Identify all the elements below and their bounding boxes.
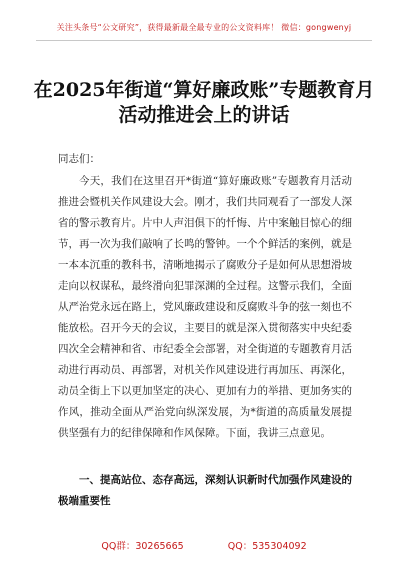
document-title: 在2025年街道“算好廉政账”专题教育月活动推进会上的讲话 <box>33 79 375 126</box>
footer-contacts <box>0 538 408 552</box>
qq-group-number: 30265665 <box>135 541 184 552</box>
qq-number: 535304092 <box>252 541 307 552</box>
section-heading: 一、提高站位、态存高远，深刻认识新时代加强作风建设的极端重要性 <box>58 474 352 507</box>
salutation: 同志们： <box>58 153 100 165</box>
body-paragraph: 今天，我们在这里召开*街道“算好廉政账”专题教育月活动推进会暨机关作风建设大会。刚才，我们共同观看了一部发人深省的警示教育片。片中人声泪俱下的忏悔、片中案触目惊心的细节，再一次为我们敲响了长鸣的警钟。一个个鲜活的案例，就是一本本沉重的教科书，清晰地揭示了腐败分子是如何从思想滑坡走向以权谋私，最终滑向犯罪深渊的全过程。这警示我们，全面从严治党永远在路上，党风廉政建设和反腐败斗争的弦一刻也不能放松。召开今天的会议，主要目的就是深入贯彻落实中央纪委四次全会精神和省、市纪委全会部署，对全街道的专题教育月活动进行再动员、再部署，对机关作风建设进行再加压、再深化，动员全街上下以更加坚定的决心、更加有力的举措、更加务实的作风，推动全面从严治党向纵深发展，为*街道的高质量发展提供坚强有力的纪律保障和作风保障。下面，我讲三点意见。 <box>58 175 352 439</box>
qq-label: QQ： <box>227 541 253 552</box>
qq-group-label: QQ群： <box>101 541 136 552</box>
header-divider <box>36 40 372 41</box>
header-banner: 关注头条号“公文研究”，获得最新最全最专业的公文资料库！ 微信：gongwenyj <box>56 23 352 32</box>
